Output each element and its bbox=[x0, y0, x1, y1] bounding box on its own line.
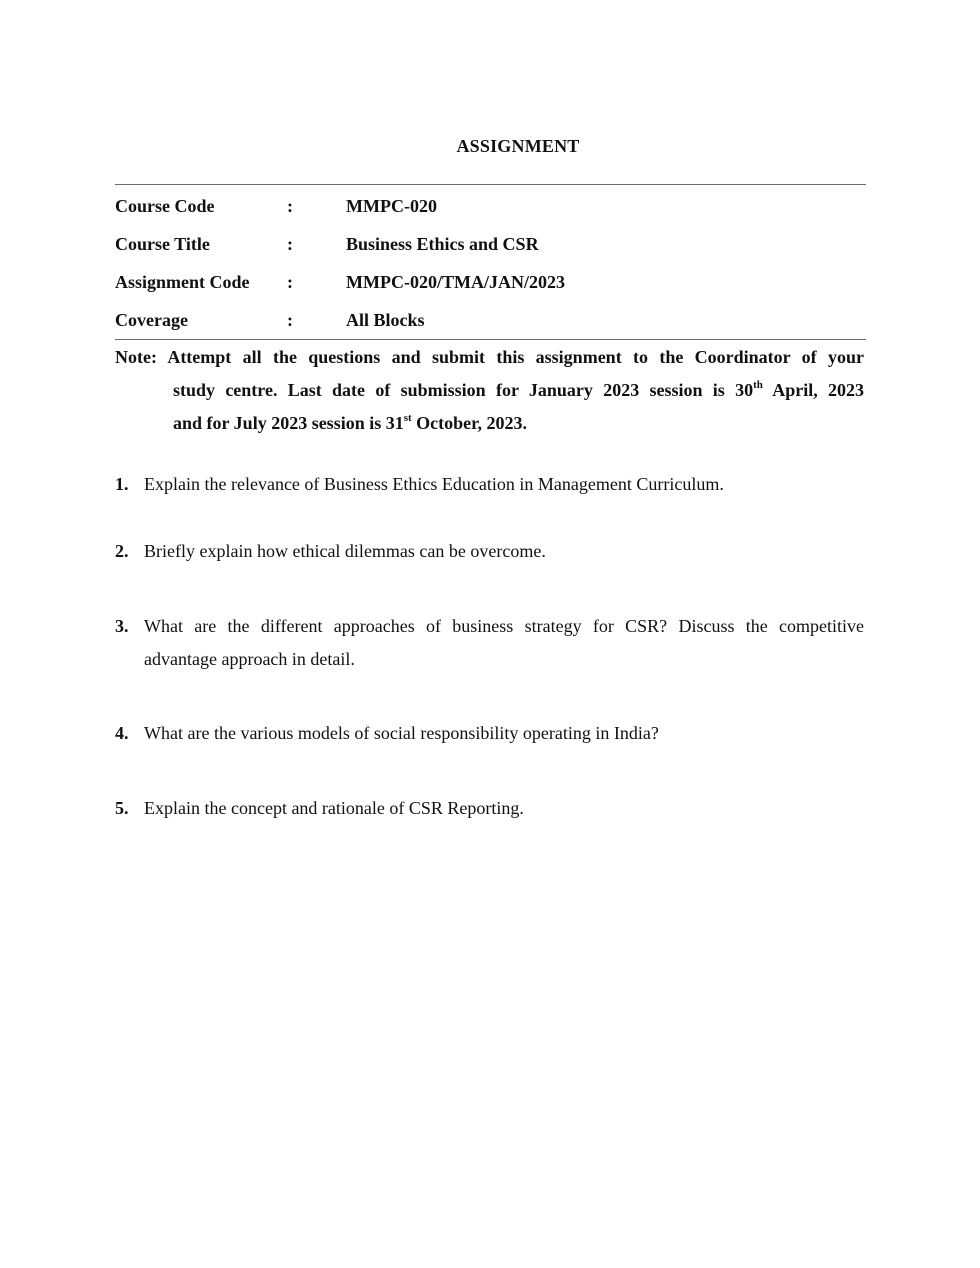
question-line: What are the different approaches of business strategy for CSR? Discuss the competitive bbox=[144, 616, 864, 636]
course-code-row bbox=[115, 187, 866, 225]
question-number: 3. bbox=[115, 616, 129, 636]
course-title-row bbox=[115, 225, 866, 263]
coverage-row bbox=[115, 301, 866, 339]
coverage-value: All Blocks bbox=[346, 309, 425, 330]
question-number: 1. bbox=[115, 474, 129, 494]
question-line: Explain the relevance of Business Ethics Education in Management Curriculum. bbox=[144, 474, 724, 494]
page-title: ASSIGNMENT bbox=[456, 136, 580, 156]
assignment-code-row bbox=[115, 263, 866, 301]
assignment-code-label: Assignment Code bbox=[115, 271, 250, 292]
note-line-2 bbox=[115, 374, 864, 407]
question-number: 5. bbox=[115, 798, 129, 818]
course-title-value: Business Ethics and CSR bbox=[346, 233, 539, 254]
coverage-colon: : bbox=[287, 309, 293, 330]
question-1 bbox=[115, 468, 864, 501]
note-line-2-tail: April, 2023 bbox=[762, 380, 865, 400]
question-5 bbox=[115, 792, 864, 825]
question-3 bbox=[115, 610, 864, 676]
assignment-code-colon: : bbox=[287, 271, 293, 292]
note-line-3-text: and for July 2023 session is 31 bbox=[173, 413, 404, 433]
course-code-value: MMPC-020 bbox=[346, 195, 437, 216]
note-line-2-text: study centre. Last date of submission for January 2023 session is 30 bbox=[173, 380, 754, 400]
submission-note bbox=[115, 341, 864, 440]
question-line: What are the various models of social responsibility operating in India? bbox=[144, 723, 659, 743]
note-line-2-sup: th bbox=[753, 379, 763, 391]
note-line-1: Note: Attempt all the questions and submit this assignment to the Coordinator of your bbox=[115, 347, 864, 367]
question-line: Explain the concept and rationale of CSR Reporting. bbox=[144, 798, 524, 818]
question-2 bbox=[115, 535, 864, 568]
course-code-label: Course Code bbox=[115, 195, 215, 216]
course-title-label: Course Title bbox=[115, 233, 210, 254]
coverage-label: Coverage bbox=[115, 309, 188, 330]
question-number: 4. bbox=[115, 723, 129, 743]
question-text bbox=[144, 717, 864, 750]
note-line-3 bbox=[115, 407, 864, 440]
question-text bbox=[144, 610, 864, 676]
question-line: advantage approach in detail. bbox=[144, 649, 355, 669]
question-text bbox=[144, 792, 864, 825]
course-info-table bbox=[115, 184, 866, 340]
assignment-code-value: MMPC-020/TMA/JAN/2023 bbox=[346, 271, 565, 292]
question-text bbox=[144, 535, 864, 568]
question-4 bbox=[115, 717, 864, 750]
course-code-colon: : bbox=[287, 195, 293, 216]
note-line-3-tail: October, 2023. bbox=[411, 413, 527, 433]
question-number: 2. bbox=[115, 541, 129, 561]
question-text bbox=[144, 468, 864, 501]
question-line: Briefly explain how ethical dilemmas can be overcome. bbox=[144, 541, 546, 561]
course-title-colon: : bbox=[287, 233, 293, 254]
note-line-3-sup: st bbox=[403, 412, 412, 424]
